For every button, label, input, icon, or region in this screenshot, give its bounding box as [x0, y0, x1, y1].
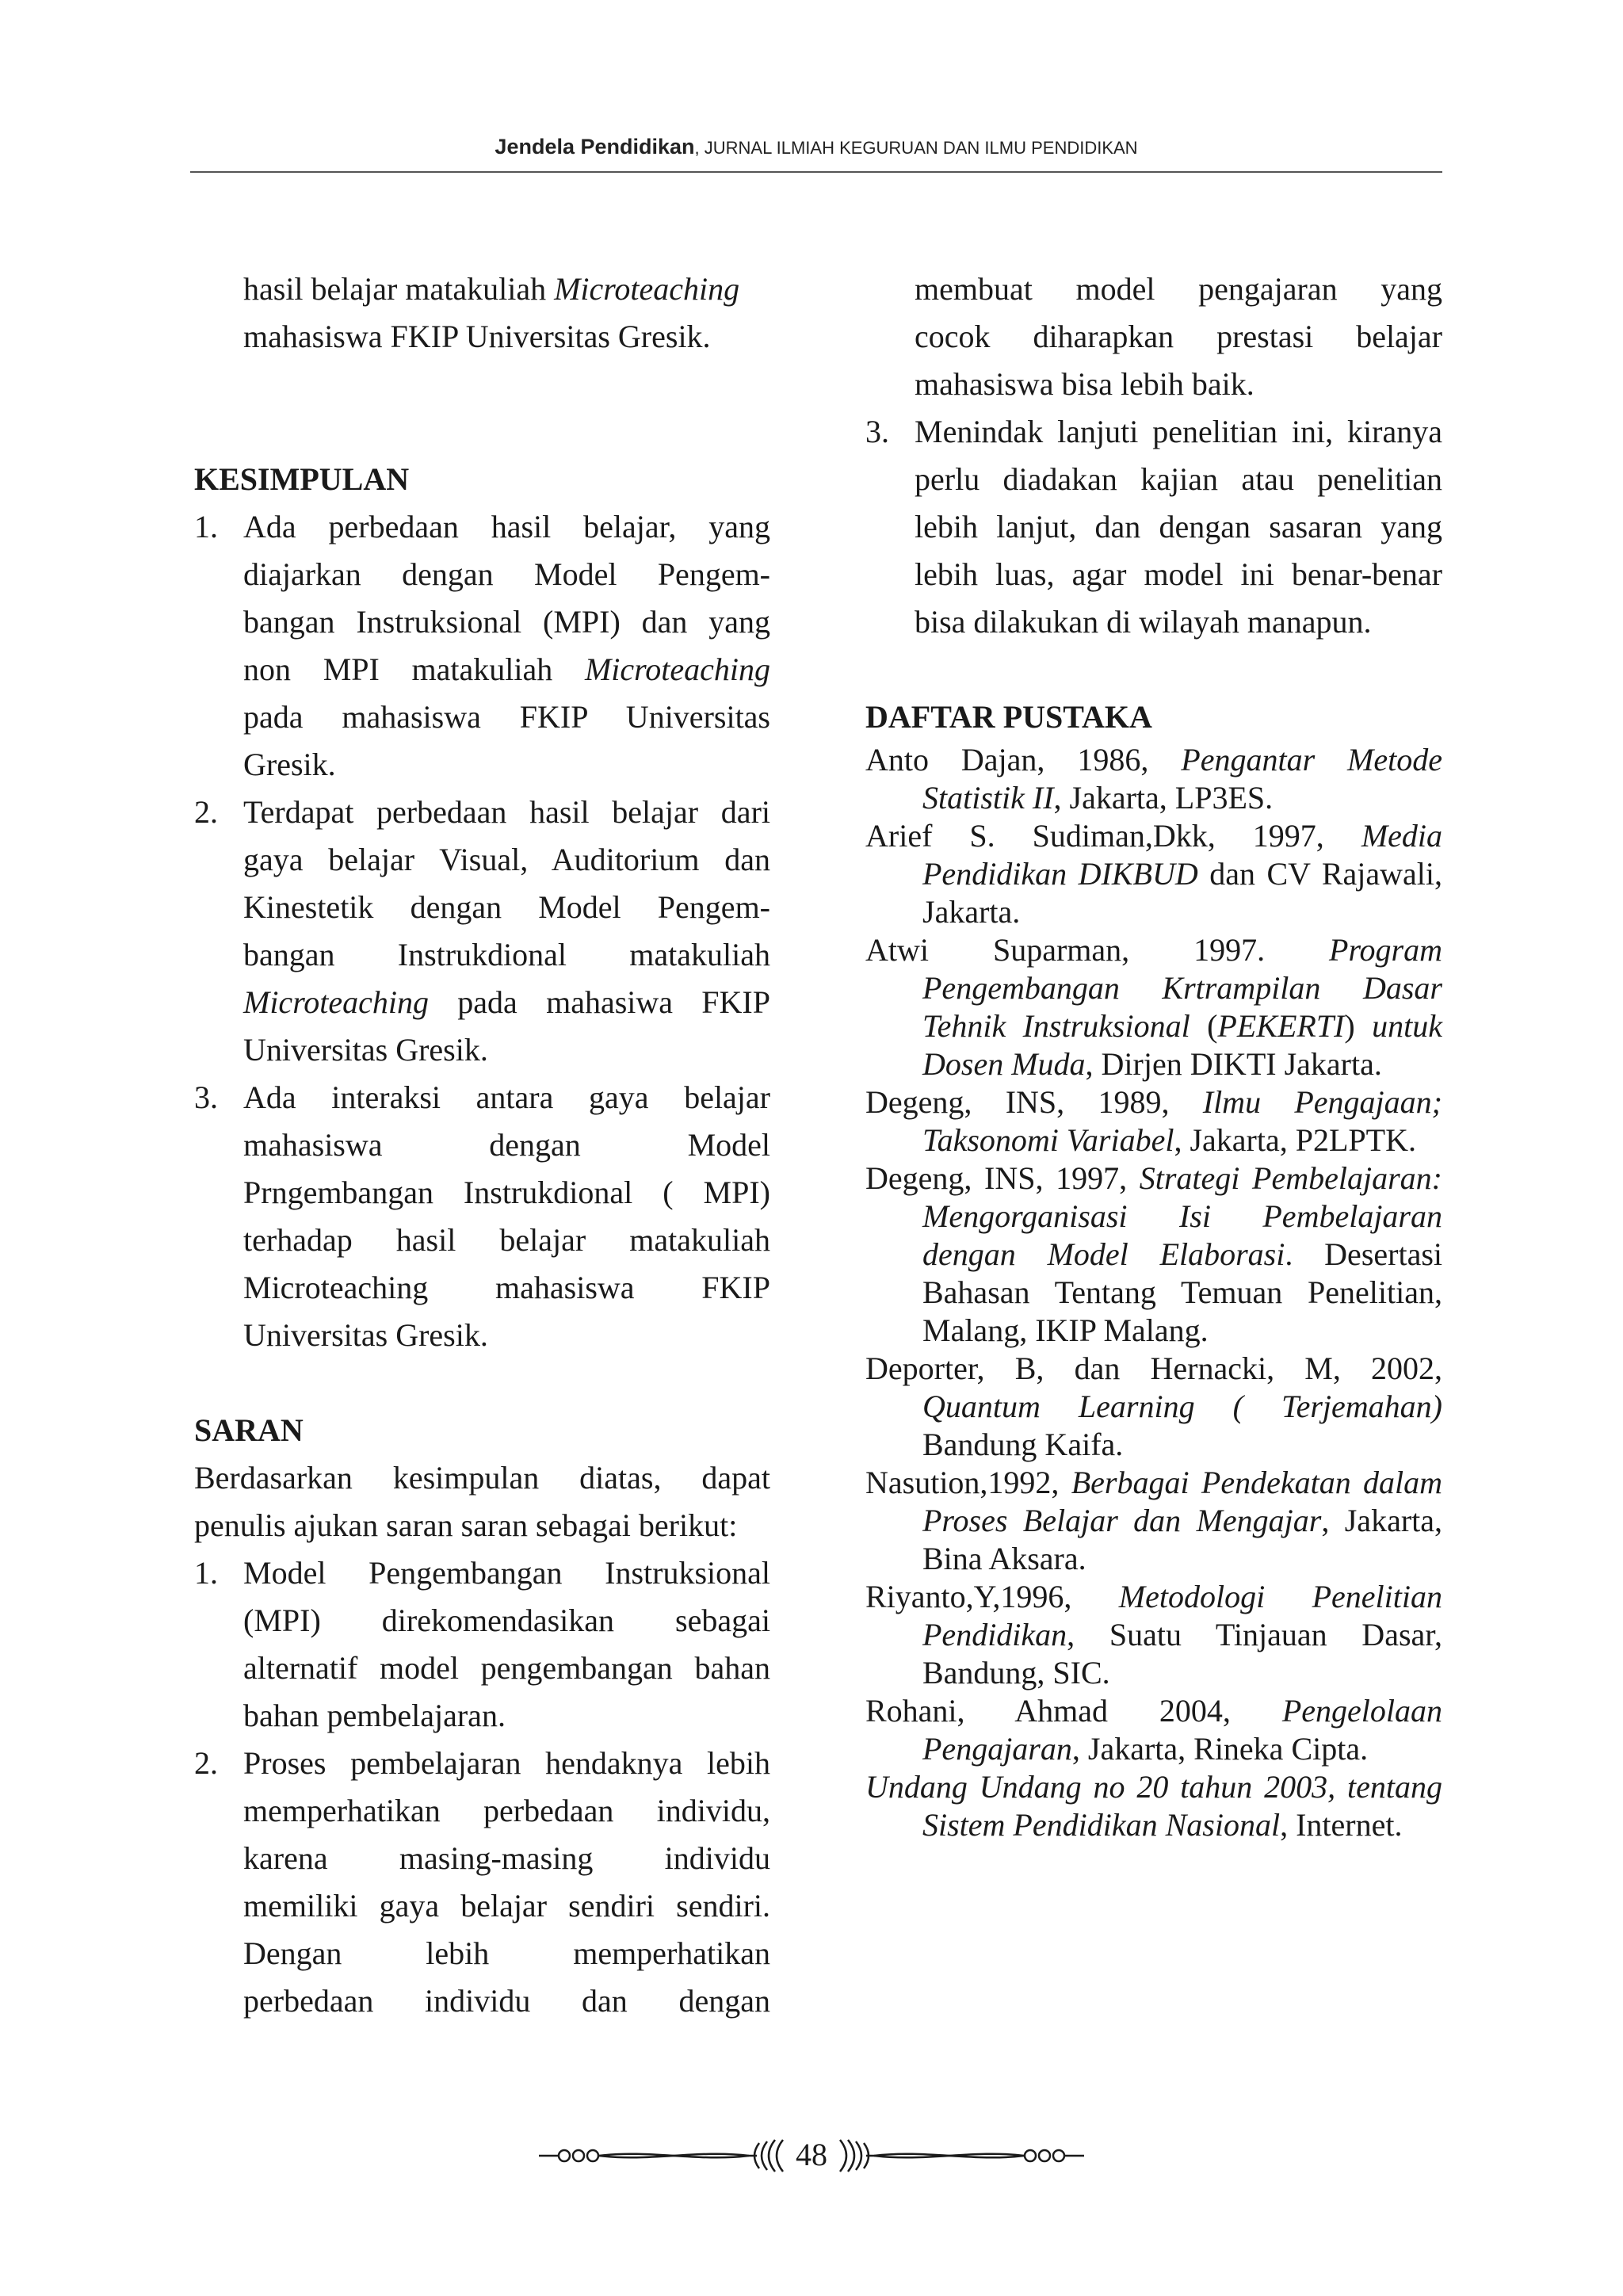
saran-intro-line: Berdasarkan kesimpulan diatas, dapat [194, 1460, 770, 1496]
ref-title: untuk Dosen Muda [922, 1008, 1442, 1082]
spacer [865, 646, 1442, 693]
reference-entry [865, 741, 1442, 817]
text-line: memiliki gaya belajar sendiri sendiri. [243, 1888, 770, 1924]
kesimpulan-item-1 [194, 503, 770, 789]
text-line: Proses pembelajaran hendaknya lebih [243, 1745, 770, 1781]
kesimpulan-item-2 [194, 789, 770, 1074]
ref-publisher: , Jakarta, Bina Aksara. [922, 1503, 1443, 1576]
item-number: 1. [194, 509, 218, 544]
text-line: gaya belajar Visual, Auditorium dan [243, 842, 770, 877]
text-line: perbedaan individu dan dengan [243, 1983, 770, 2019]
reference-entry [865, 1350, 1442, 1464]
running-header [190, 135, 1442, 159]
ref-author: Atwi Suparman, 1997. [865, 932, 1330, 968]
text-line: perlu diadakan kajian atau penelitian [915, 461, 1442, 497]
reference-entry [865, 1578, 1442, 1692]
ref-title: Ilmu Pengajaan; Taksonomi Variabel [922, 1084, 1442, 1158]
text-line: lebih luas, agar model ini benar-benar [915, 556, 1442, 592]
ref-author: Rohani, Ahmad 2004, [865, 1693, 1282, 1729]
item-number: 1. [194, 1555, 218, 1591]
reference-entry [865, 817, 1442, 931]
ref-author: Deporter, B, dan Hernacki, M, 2002, [865, 1350, 1442, 1386]
spacer [194, 1359, 770, 1407]
text-line: cocok diharapkan prestasi belajar [915, 319, 1442, 354]
text-line: Universitas Gresik. [243, 1317, 488, 1353]
reference-entry [865, 1083, 1442, 1159]
text-line: bahan pembelajaran. [243, 1698, 506, 1733]
italic-term: Microteaching [584, 651, 770, 687]
ref-publisher: , Jakarta, P2LPTK. [1174, 1122, 1416, 1158]
text-line: Ada perbedaan hasil belajar, yang [243, 509, 770, 544]
text-line: mahasiswa bisa lebih baik. [915, 366, 1254, 402]
saran-intro-line: penulis ajukan saran saran sebagai berikut: [194, 1507, 738, 1543]
text-line: bangan Instrukdional matakuliah [243, 937, 770, 972]
ref-publisher: . Desertasi Bahasan Tentang Temuan Penelitian, Malang, IKIP Malang. [922, 1236, 1442, 1348]
text-line [243, 979, 770, 1026]
text: pada mahasiwa FKIP [429, 984, 770, 1020]
text-line: pada mahasiswa FKIP Universitas [243, 699, 770, 735]
ref-publisher: , Suatu Tinjauan Dasar, Bandung, SIC. [922, 1617, 1442, 1690]
text-line: Gresik. [243, 747, 336, 782]
kesimpulan-heading: KESIMPULAN [194, 461, 410, 497]
spacer [194, 361, 770, 456]
text-line: alternatif model pengembangan bahan [243, 1650, 770, 1686]
page-number: 48 [796, 2137, 827, 2172]
text-line: terhadap hasil belajar matakuliah [243, 1222, 770, 1258]
ref-publisher: , Internet. [1280, 1807, 1403, 1843]
ref-title: Quantum Learning ( Terjemahan) [922, 1389, 1442, 1424]
text-line: memperhatikan perbedaan individu, [243, 1793, 770, 1828]
ref-publisher: Bandung Kaifa. [922, 1427, 1124, 1462]
text: ) [1344, 1008, 1373, 1044]
ref-title: Berbagai Pendekatan dalam Proses Belajar dan Mengajar [922, 1465, 1442, 1538]
ref-author: Anto Dajan, 1986, [865, 742, 1182, 777]
right-column [865, 266, 1442, 1844]
text-line: karena masing-masing individu [243, 1840, 770, 1876]
daftar-pustaka-heading: DAFTAR PUSTAKA [865, 699, 1152, 735]
text: hasil belajar matakuliah [243, 271, 555, 307]
text-line: Model Pengembangan Instruksional [243, 1555, 770, 1591]
saran-item-3 [865, 408, 1442, 646]
saran-item-2-continued [865, 266, 1442, 408]
text-line: (MPI) direkomendasikan sebagai [243, 1603, 770, 1638]
item-number: 3. [194, 1079, 218, 1115]
item-number: 2. [194, 794, 218, 830]
kesimpulan-item-3 [194, 1074, 770, 1359]
text-line: mahasiswa dengan Model [243, 1127, 770, 1163]
intro-line: mahasiswa FKIP Universitas Gresik. [243, 319, 711, 354]
text-line: Prngembangan Instrukdional ( MPI) [243, 1175, 770, 1210]
text-line: Dengan lebih memperhatikan [243, 1935, 770, 1971]
ref-title: Metodologi Penelitian Pendidikan [922, 1579, 1443, 1652]
intro-paragraph [194, 266, 770, 361]
text-line: bisa dilakukan di wilayah manapun. [915, 604, 1372, 640]
ref-publisher: , Dirjen DIKTI Jakarta. [1085, 1046, 1382, 1082]
ref-author: Riyanto,Y,1996, [865, 1579, 1119, 1614]
text-line: Universitas Gresik. [243, 1032, 488, 1068]
italic-term: Microteaching [554, 271, 740, 307]
reference-entry [865, 1692, 1442, 1768]
text: non MPI matakuliah [243, 651, 585, 687]
ref-title: Strategi Pembelajaran: Mengorganisasi Isi Pembelajaran dengan Model Elaborasi [922, 1160, 1442, 1272]
saran-item-2 [194, 1740, 770, 2025]
text-line: Kinestetik dengan Model Pengem- [243, 889, 770, 925]
text-line: bangan Instruksional (MPI) dan yang [243, 604, 770, 640]
text-line: Microteaching mahasiswa FKIP [243, 1270, 770, 1305]
ref-title: Media Pendidikan DIKBUD [922, 818, 1442, 892]
saran-heading: SARAN [194, 1412, 304, 1448]
ref-title: PEKERTI [1217, 1008, 1345, 1044]
item-number: 2. [194, 1745, 218, 1781]
ref-title: Undang Undang no 20 tahun 2003, tentang Sistem Pendidikan Nasional [865, 1769, 1442, 1843]
ref-publisher: dan CV Rajawali, Jakarta. [922, 856, 1443, 930]
ref-author: Degeng, INS, 1989, [865, 1084, 1203, 1120]
reference-entry [865, 1464, 1442, 1578]
text-line: diajarkan dengan Model Pengem- [243, 556, 770, 592]
text-line: lebih lanjut, dan dengan sasaran yang [915, 509, 1442, 544]
reference-entry [865, 1159, 1442, 1350]
text-line: Menindak lanjuti penelitian ini, kiranya [915, 414, 1442, 449]
text-line: Terdapat perbedaan hasil belajar dari [243, 794, 770, 830]
text-line [243, 646, 770, 693]
saran-item-1 [194, 1549, 770, 1740]
reference-entry [865, 931, 1442, 1083]
journal-subtitle: , JURNAL ILMIAH KEGURUAN DAN ILMU PENDIDIKAN [694, 138, 1138, 158]
journal-name: Jendela Pendidikan [495, 135, 695, 159]
text: ( [1190, 1008, 1218, 1044]
ref-title: Program Pengembangan Krtrampilan Dasar Tehnik Instruksional [922, 932, 1442, 1044]
ref-publisher: , Jakarta, Rineka Cipta. [1071, 1731, 1369, 1767]
ref-author: Degeng, INS, 1997, [865, 1160, 1140, 1196]
ref-title: Pengelolaan Pengajaran [922, 1693, 1442, 1767]
intro-line [243, 266, 770, 313]
ref-author: Nasution,1992, [865, 1465, 1071, 1500]
ref-author: Arief S. Sudiman,Dkk, 1997, [865, 818, 1361, 854]
header-rule [190, 171, 1442, 173]
italic-term: Microteaching [243, 984, 430, 1020]
ref-publisher: , Jakarta, LP3ES. [1053, 780, 1274, 816]
item-number: 3. [865, 414, 889, 449]
left-column [194, 266, 770, 2025]
ref-title: Pengantar Metode Statistik II [922, 742, 1442, 816]
text-line: Ada interaksi antara gaya belajar [243, 1079, 770, 1115]
reference-entry [865, 1768, 1442, 1844]
text-line: membuat model pengajaran yang [915, 271, 1442, 307]
